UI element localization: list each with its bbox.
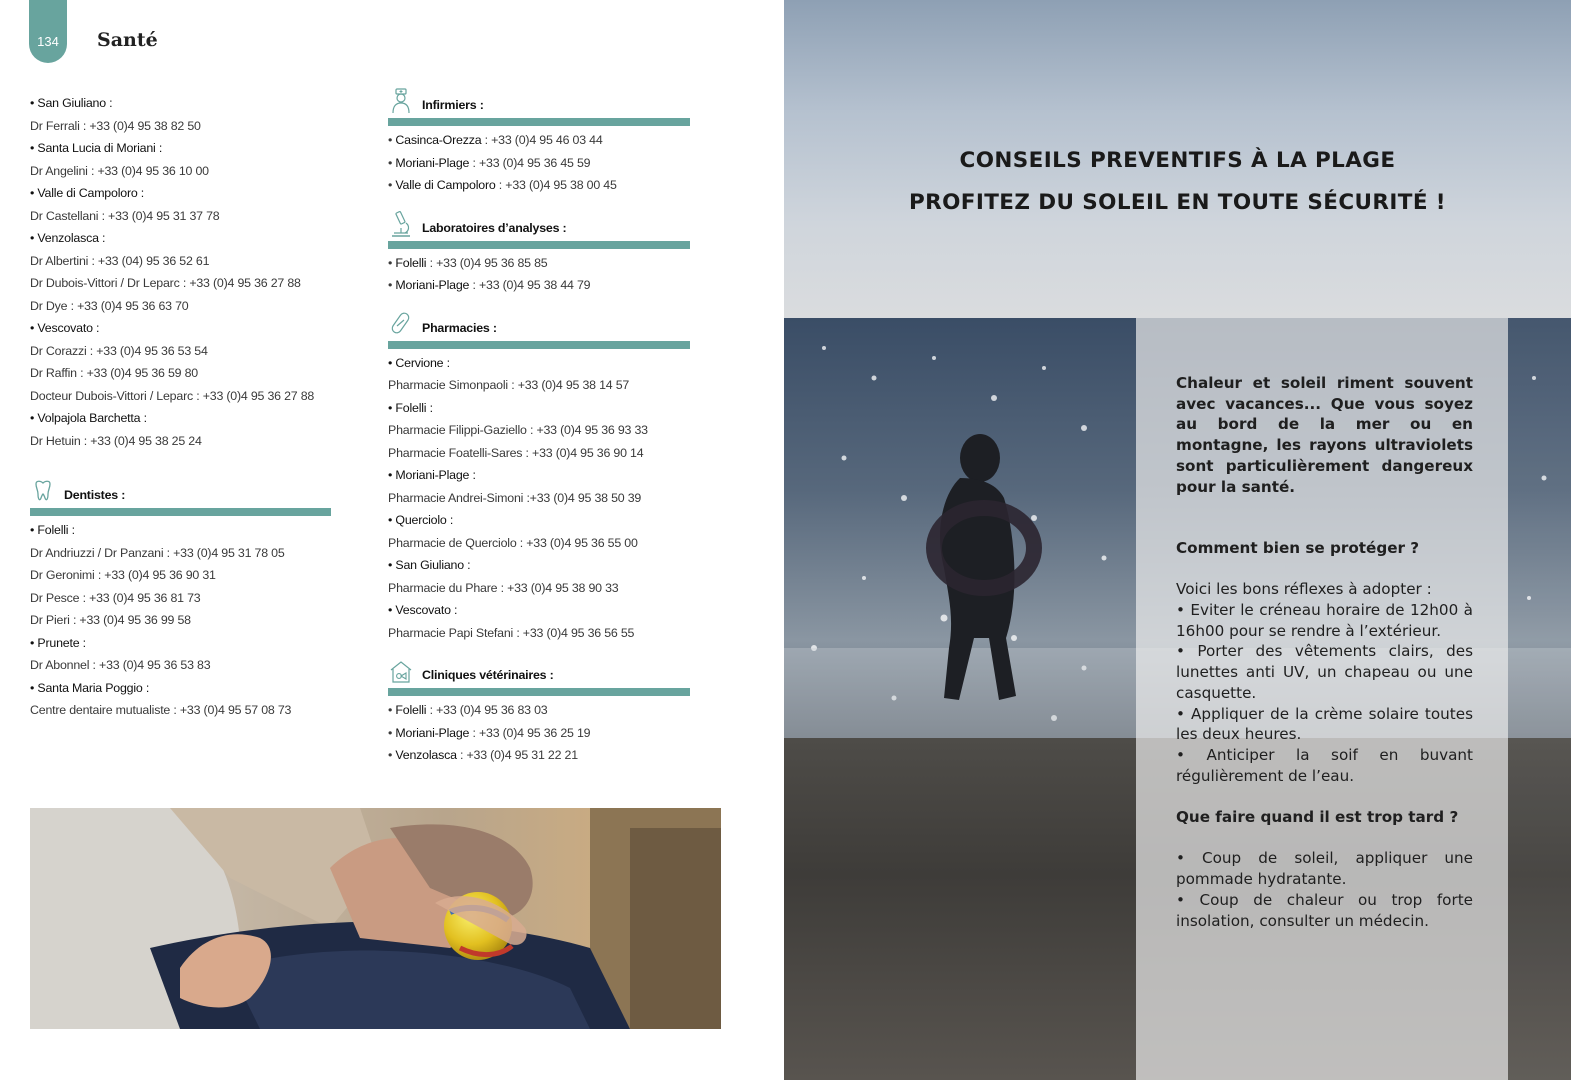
place-name: Folelli [395,255,427,270]
veterinaires-title: Cliniques vétérinaires : [422,668,554,682]
too-late-question: Que faire quand il est trop tard ? [1176,808,1459,827]
advice-panel [1136,318,1508,1080]
location-label: • Venzolasca : [30,227,370,250]
contact-entry: • Moriani-Plage : +33 (0)4 95 36 45 59 [388,155,591,170]
reflex-item: • Appliquer de la crème solaire toutes les deux heures. [1176,704,1473,744]
contact-entry: Pharmacie Andrei-Simoni :+33 (0)4 95 38 50 39 [388,490,642,505]
contact-entry: Centre dentaire mutualiste : +33 (0)4 95 57 08 73 [30,703,292,717]
pharmacies-header [388,311,690,341]
place-name: Folelli [395,703,427,717]
category-divider [30,508,331,516]
photo-strip [1508,318,1571,1080]
location-label: • Santa Lucia di Moriani : [30,137,370,160]
location-label: • Vescovato : [388,599,690,622]
tooth-icon [30,478,56,504]
nurse-icon [388,88,414,114]
section-title: Santé [97,29,158,51]
contact-entry: Dr Andriuzzi / Dr Panzani : +33 (0)4 95 31 78 05 [30,545,285,560]
contact-entry: Dr Ferrali : +33 (0)4 95 38 82 50 [30,118,201,133]
location-label: • Folelli : [388,397,690,420]
location-label: • Santa Maria Poggio : [30,677,370,700]
location-label: • Valle di Campoloro : [30,182,370,205]
phone-number: : +33 (0)4 95 31 22 21 [456,748,578,762]
pharmacies-title: Pharmacies : [422,320,497,335]
reflexes-intro: Voici les bons réflexes à adopter : [1176,580,1432,599]
location-label: • Volpajola Barchetta : [30,407,370,430]
location-label: • San Giuliano : [388,554,690,577]
contact-entry: Dr Raffin : +33 (0)4 95 36 59 80 [30,366,198,380]
place-name: Casinca-Orezza [395,133,482,147]
doctors-column [30,92,370,722]
contact-entry: • Folelli : +33 (0)4 95 36 85 85 [388,255,548,270]
contact-entry: Pharmacie Foatelli-Sares : +33 (0)4 95 36 90 14 [388,445,644,460]
contact-entry: Dr Abonnel : +33 (0)4 95 36 53 83 [30,658,211,672]
intro-paragraph: Chaleur et soleil riment souvent avec vacances... Que vous soyez au bord de la mer ou en montagne, les rayons ultraviolets sont particulièrement dangereux pour la santé. [1176,374,1473,496]
place-name: Venzolasca [395,748,457,762]
location-label: • Moriani-Plage : [388,464,690,487]
phone-number: : +33 (0)4 95 36 83 03 [426,703,548,717]
category-divider [388,241,690,249]
infirmiers-header [388,88,690,118]
contact-entry: Docteur Dubois-Vittori / Leparc : +33 (0)4 95 36 27 88 [30,388,315,403]
page-number: 134 [37,34,59,49]
location-label: • Cervione : [388,352,690,375]
place-name: Moriani-Plage [395,155,470,170]
contact-entry: Pharmacie du Phare : +33 (0)4 95 38 90 33 [388,580,619,595]
page-number-tab [29,0,67,63]
contact-entry: • Valle di Campoloro : +33 (0)4 95 38 00 45 [388,178,617,192]
contact-entry: Dr Angelini : +33 (0)4 95 36 10 00 [30,163,209,178]
category-divider [388,688,690,696]
contact-entry: • Venzolasca : +33 (0)4 95 31 22 21 [388,748,578,762]
action-item: • Coup de soleil, appliquer une pommade hydratante. [1176,849,1473,889]
beach-heading-2: PROFITEZ DU SOLEIL EN TOUTE SÉCURITÉ ! [908,190,1447,215]
contact-entry: Dr Castellani : +33 (0)4 95 31 37 78 [30,208,220,223]
contact-entry: Pharmacie Papi Stefani : +33 (0)4 95 36 56 55 [388,625,635,640]
place-name: Valle di Campoloro [395,178,496,192]
category-divider [388,341,690,349]
reflex-item: • Porter des vêtements clairs, des lunettes anti UV, un chapeau ou une casquette. [1176,642,1473,702]
infirmiers-title: Infirmiers : [422,98,484,112]
contact-entry: Dr Hetuin : +33 (0)4 95 38 25 24 [30,433,202,448]
dentistes-title: Dentistes : [64,488,126,502]
contact-entry: Dr Pesce : +33 (0)4 95 36 81 73 [30,590,201,605]
contact-entry: Pharmacie de Querciolo : +33 (0)4 95 36 55 00 [388,535,638,550]
reflex-item: • Eviter le créneau horaire de 12h00 à 16h00 pour se rendre à l’extérieur. [1176,601,1473,640]
contact-entry: Dr Pieri : +33 (0)4 95 36 99 58 [30,613,191,627]
phone-number: : +33 (0)4 95 38 44 79 [469,278,591,292]
pill-icon [388,311,414,337]
contact-entry: Dr Dye : +33 (0)4 95 36 63 70 [30,298,189,313]
dentistes-header [30,478,331,508]
left-page [0,0,784,1080]
location-label: • Prunete : [30,632,370,655]
contact-entry: • Moriani-Plage : +33 (0)4 95 38 44 79 [388,278,591,292]
phone-number: : +33 (0)4 95 46 03 44 [481,133,603,147]
veterinaires-header [388,658,690,688]
contact-entry: Dr Corazzi : +33 (0)4 95 36 53 54 [30,343,208,358]
phone-number: : +33 (0)4 95 36 25 19 [469,725,591,740]
contact-entry: • Casinca-Orezza : +33 (0)4 95 46 03 44 [388,133,603,147]
place-name: Moriani-Plage [395,725,470,740]
contact-entry: Dr Geronimi : +33 (0)4 95 36 90 31 [30,568,216,582]
protection-question: Comment bien se protéger ? [1176,538,1420,557]
reflex-item: • Anticiper la soif en buvant régulièrement de l’eau. [1176,745,1473,785]
contact-entry: Dr Dubois-Vittori / Dr Leparc : +33 (0)4 95 36 27 88 [30,276,301,290]
advice-text [1176,373,1473,931]
laboratoires-header [388,211,690,241]
pet-icon [388,658,414,684]
category-divider [388,118,690,126]
location-label: • Folelli : [30,519,370,542]
action-item: • Coup de chaleur ou trop forte insolation, consulter un médecin. [1176,890,1473,930]
location-label: • San Giuliano : [30,92,370,115]
microscope-icon [388,211,414,237]
right-page [784,0,1571,1080]
contact-entry: • Folelli : +33 (0)4 95 36 83 03 [388,703,548,717]
services-column [388,88,690,767]
phone-number: : +33 (0)4 95 38 00 45 [495,178,617,192]
hands-photo [30,808,721,1029]
beach-heading-1: CONSEILS PREVENTIFS À LA PLAGE [959,148,1396,173]
location-label: • Vescovato : [30,317,370,340]
contact-entry: Pharmacie Simonpaoli : +33 (0)4 95 38 14 57 [388,378,630,392]
phone-number: : +33 (0)4 95 36 85 85 [426,255,548,270]
place-name: Moriani-Plage [395,278,470,292]
location-label: • Querciolo : [388,509,690,532]
contact-entry: Dr Albertini : +33 (04) 95 36 52 61 [30,253,210,268]
contact-entry: Pharmacie Filippi-Gaziello : +33 (0)4 95 36 93 33 [388,423,648,437]
phone-number: : +33 (0)4 95 36 45 59 [469,155,591,170]
contact-entry: • Moriani-Plage : +33 (0)4 95 36 25 19 [388,725,591,740]
laboratoires-title: Laboratoires d’analyses : [422,220,567,235]
